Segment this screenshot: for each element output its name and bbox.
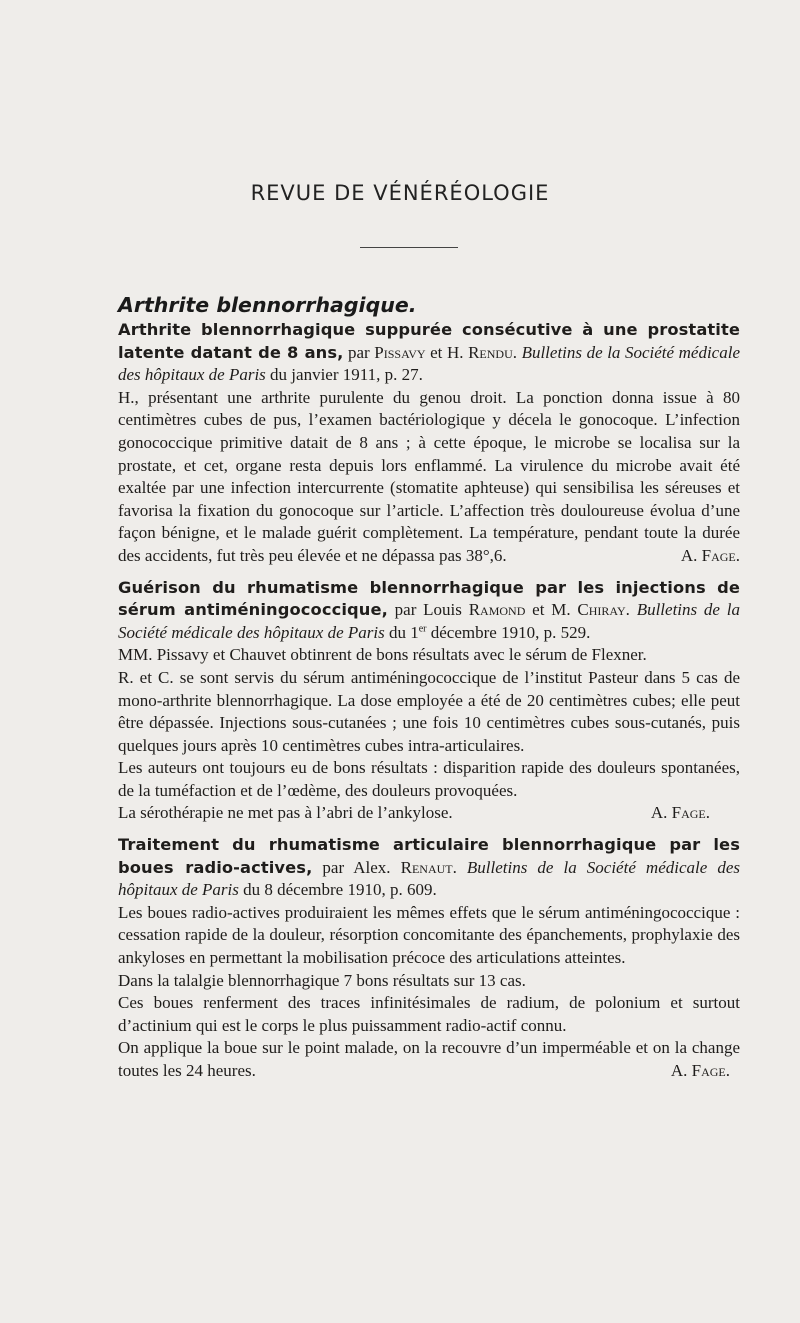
article-paragraph: H., présentant une arthrite purulente du genou droit. La ponction donna issue à 80 centimètres cubes de pus, l’examen bactériologique y décela le gonocoque. L’infection gonococcique primitive datait de 8 ans ; à cette époque, le microbe se localisa sur la prostate, et cet, organe resta depuis lors enflammé. La virulence du microbe avait été exaltée par une infection intercurrente (stomatite aphteuse) qui sensibilisa les séreuses et favorisa la fixation du gonocoque sur l’article. L’affection très douloureuse évolua d’une façon bénigne, et le malade guérit complètement. La température, pendant toute la durée des accidents, fut très peu élevée et ne dépassa pas 38°,6. A. Fage. <box>118 387 740 568</box>
article-2-reference: Guérison du rhumatisme blennorrhagique par les injections de sérum antiméningococcique, par Louis Ramond et M. Chiray. Bulletins de la Société médicale des hôpitaux de Paris du 1er décembre 1910, p. 529. <box>118 577 740 642</box>
article-paragraph: On applique la boue sur le point malade, on la recouvre d’un imperméable et on la change toutes les 24 heures. A. Fage. <box>118 1037 740 1082</box>
article-1-reference: Arthrite blennorrhagique suppurée consécutive à une prostatite latente datant de 8 ans, par Pissavy et H. Rendu. Bulletins de la Société médicale des hôpitaux de Paris du janvier 1911, p. 27. <box>118 320 740 385</box>
journal-name: Bulletins de la Société médicale des hôpitaux de Paris <box>118 342 740 385</box>
author-name: Chiray <box>577 600 626 620</box>
author-name: Ramond <box>468 600 526 620</box>
article-paragraph: Les boues radio-actives produiraient les mêmes effets que le sérum antiméningococcique : cessation rapide de la douleur, résorption concomitante des épanchements, prophylaxie des ankyloses en permettant la mobilisation précoce des articulations atteintes. <box>118 902 740 968</box>
signature: A. Fage. <box>670 1061 730 1080</box>
article-1 <box>118 319 740 568</box>
article-body <box>118 319 740 1083</box>
article-3-reference: Traitement du rhumatisme articulaire blennorrhagique par les boues radio-actives, par Alex. Renaut. Bulletins de la Société médicale des hôpitaux de Paris du 8 décembre 1910, p. 609. <box>118 835 741 900</box>
article-paragraph: MM. Pissavy et Chauvet obtinrent de bons résultats avec le sérum de Flexner. <box>118 645 647 665</box>
journal-section-header: REVUE DE VÉNÉRÉOLOGIE <box>250 181 550 205</box>
section-title: Arthrite blennorrhagique. <box>118 293 417 317</box>
signature: A. Fage. <box>680 545 740 565</box>
author-name: Renaut <box>400 857 453 877</box>
article-2 <box>118 577 740 826</box>
article-title: Arthrite blennorrhagique suppurée consécutive à une prostatite latente datant de 8 ans, <box>118 320 740 362</box>
article-title: Guérison du rhumatisme blennorrhagique par les injections de sérum antiméningococcique, <box>118 577 740 620</box>
article-title: Traitement du rhumatisme articulaire blennorrhagique par les boues radio-actives, <box>118 835 740 877</box>
article-paragraph: Dans la talalgie blennorrhagique 7 bons résultats sur 13 cas. <box>118 970 526 990</box>
article-3 <box>118 834 740 1083</box>
author-name: Pissavy <box>374 342 426 362</box>
journal-name: Bulletins de la Société médicale des hôpitaux de Paris <box>118 600 740 642</box>
author-name: Rendu <box>468 342 513 362</box>
header-divider <box>360 247 458 248</box>
article-paragraph: Les auteurs ont toujours eu de bons résultats : disparition rapide des douleurs spontanées, de la tuméfaction et de l’œdème, des douleurs provoquées. <box>118 758 740 800</box>
journal-name: Bulletins de la Société médicale des hôpitaux de Paris <box>118 857 741 900</box>
signature: A. Fage. <box>650 803 710 823</box>
article-paragraph: R. et C. se sont servis du sérum antiméningococcique de l’institut Pasteur dans 5 cas de mono-arthrite blennorrhagique. La dose employée a été de 20 centimètres cubes; elle peut être dépassée. Injections sous-cutanées ; une fois 10 centimètres cubes sous-cutanés, puis quelques jours après 10 centimètres cubes intra-articulaires. <box>118 667 740 755</box>
article-paragraph: La sérothérapie ne met pas à l’abri de l’ankylose. A. Fage. <box>118 802 740 825</box>
article-paragraph: Ces boues renferment des traces infinitésimales de radium, de polonium et surtout d’actinium qui est le corps le plus puissamment radio-actif connu. <box>118 993 740 1035</box>
